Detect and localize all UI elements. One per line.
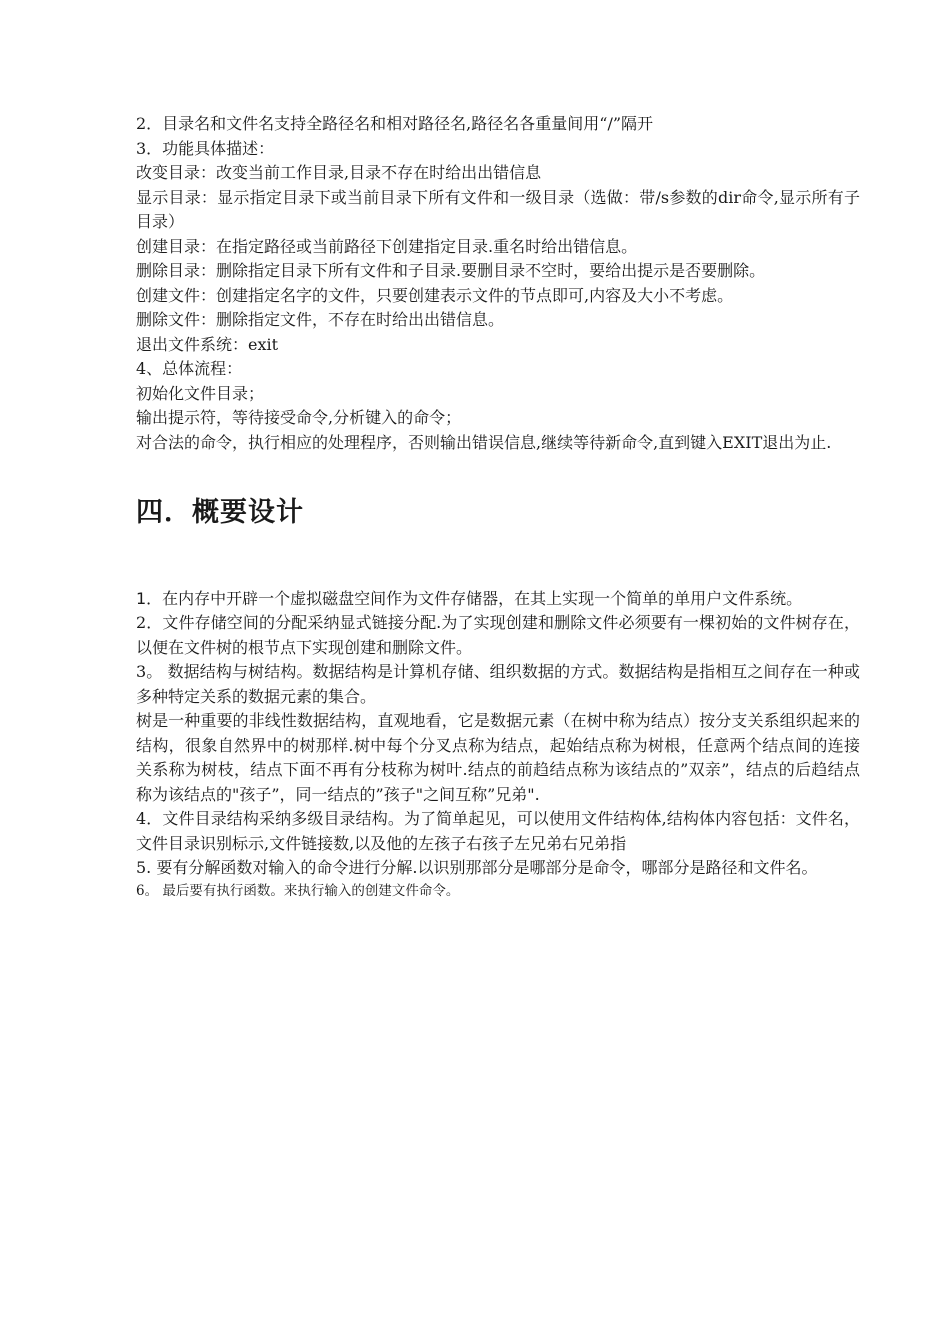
- design-point-1: 1．在内存中开辟一个虚拟磁盘空间作为文件存储器，在其上实现一个简单的单用户文件系统。: [136, 589, 803, 608]
- feature-create-directory: 创建目录：在指定路径或当前路径下创建指定目录.重名时给出错信息。: [136, 236, 638, 256]
- design-point-5: 5. 要有分解函数对输入的命令进行分解.以识别那部分是哪部分是命令，哪部分是路径和文件名。: [136, 858, 818, 877]
- section-heading: 四．概要设计: [136, 497, 304, 528]
- heading-spacer: [136, 531, 860, 587]
- design-point-6: 6。 最后要有执行函数。来执行输入的创建文件命令。: [136, 882, 460, 899]
- requirement-item-2: 2．目录名和文件名支持全路径名和相对路径名,路径名各重量间用“/”隔开: [136, 114, 654, 133]
- design-point-3: 3。 数据结构与树结构。数据结构是计算机存储、组织数据的方式。数据结构是指相互之间存在一种或多种特定关系的数据元素的集合。: [136, 662, 860, 706]
- design-point-4: 4．文件目录结构采纳多级目录结构。为了简单起见，可以使用文件结构体,结构体内容包括：文件名，文件目录识别标示,文件链接数,以及他的左孩子右孩子左兄弟右兄弟指: [136, 809, 860, 853]
- requirement-item-4-title: 4、总体流程：: [136, 359, 243, 378]
- document-page: [136, 112, 860, 901]
- feature-exit: 退出文件系统：exit: [136, 334, 279, 354]
- design-point-2: 2．文件存储空间的分配采纳显式链接分配.为了实现创建和删除文件必须要有一棵初始的文件树存在，以便在文件树的根节点下实现创建和删除文件。: [136, 613, 860, 657]
- feature-show-directory: 显示目录：显示指定目录下或当前目录下所有文件和一级目录（选做：带/s参数的dir命令,显示所有子目录）: [136, 187, 860, 231]
- flow-prompt: 输出提示符，等待接受命令,分析键入的命令；: [136, 408, 462, 427]
- flow-init: 初始化文件目录；: [136, 383, 265, 403]
- feature-create-file: 创建文件：创建指定名字的文件，只要创建表示文件的节点即可,内容及大小不考虑。: [136, 285, 734, 305]
- feature-delete-directory: 删除目录：删除指定目录下所有文件和子目录.要删目录不空时，要给出提示是否要删除。: [136, 261, 766, 280]
- design-point-3-tree: 树是一种重要的非线性数据结构，直观地看，它是数据元素（在树中称为结点）按分支关系组织起来的结构，很象自然界中的树那样.树中每个分叉点称为结点，起始结点称为树根，任意两个结点间的连接关系称为树枝，结点下面不再有分枝称为树叶.结点的前趋结点称为该结点的”双亲”，结点的后趋结点称为该结点的"孩子”，同一结点的”孩子"之间互称”兄弟".: [136, 711, 860, 804]
- requirement-item-3-title: 3．功能具体描述：: [136, 138, 275, 158]
- feature-delete-file: 删除文件：删除指定文件，不存在时给出出错信息。: [136, 310, 505, 329]
- flow-process: 对合法的命令，执行相应的处理程序，否则输出错误信息,继续等待新命令,直到键入EXIT退出为止.: [136, 432, 832, 452]
- feature-change-directory: 改变目录：改变当前工作目录,目录不存在时给出出错信息: [136, 163, 542, 182]
